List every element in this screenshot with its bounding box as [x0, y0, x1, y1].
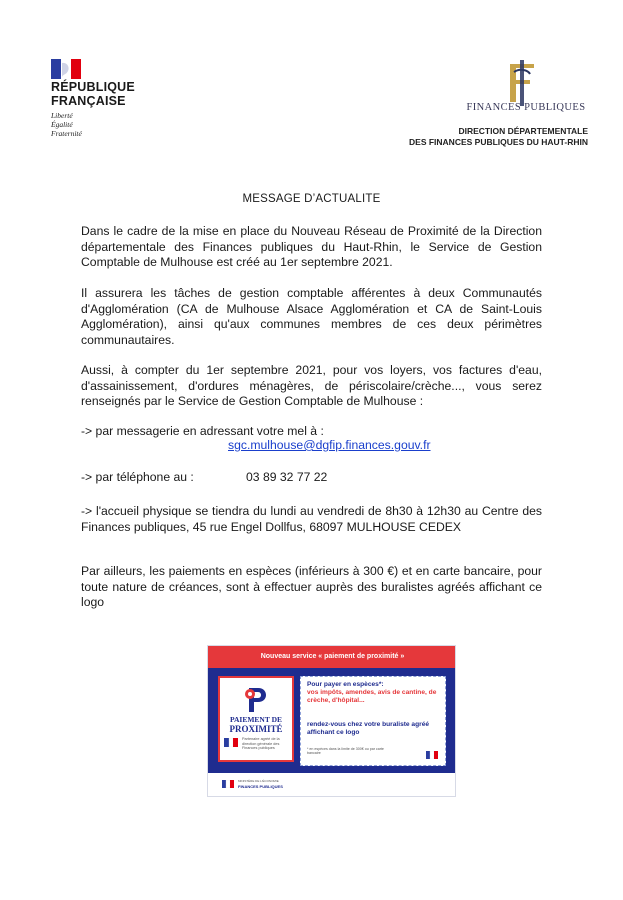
direction-line1: DIRECTION DÉPARTEMENTALE — [458, 126, 588, 136]
marianne-small-icon — [426, 751, 438, 759]
direction-line2: DES FINANCES PUBLIQUES DU HAUT-RHIN — [409, 137, 588, 147]
phone-intro: -> par téléphone au : — [81, 470, 194, 484]
paiement-proximite-poster — [207, 645, 456, 797]
pp-title-line2: PROXIMITÉ — [229, 723, 283, 734]
finances-publiques-name: FINANCES PUBLIQUES — [466, 102, 586, 113]
phone-number: 03 89 32 77 22 — [246, 470, 328, 484]
marianne-mini-icon — [224, 738, 238, 747]
bubble-cta: rendez-vous chez votre buraliste agréé affichant ce logo — [307, 721, 430, 736]
republique-francaise-name — [51, 80, 135, 108]
paragraph-paiements: Par ailleurs, les paiements en espèces (inférieurs à 300 €) et en carte bancaire, pour toute nature de créances, sont à effectuer auprès des buralistes agréés affichant ce logo — [81, 564, 542, 609]
footer-brand-name: FINANCES PUBLIQUES — [238, 784, 283, 789]
marianne-flag-icon — [51, 59, 81, 79]
footer-small: MINISTÈRE DE L'ÉCONOMIE — [238, 779, 279, 783]
republique-motto — [51, 111, 82, 138]
finances-publiques-logo-icon — [500, 58, 544, 108]
motto-liberte: Liberté — [51, 111, 73, 120]
paragraph-accueil: -> l'accueil physique se tiendra du lundi au vendredi de 8h30 à 12h30 au Centre des Finances publiques, 45 rue Engel Dollfus, 68097 MULHOUSE CEDEX — [81, 504, 542, 534]
email-intro: -> par messagerie en adressant votre mel à : — [81, 424, 324, 438]
bubble-title: Pour payer en espèces*: — [307, 681, 384, 688]
paragraph-intro: Dans le cadre de la mise en place du Nouveau Réseau de Proximité de la Direction départementale des Finances publiques du Haut-Rhin, le Service de Gestion Comptable de Mulhouse est créé au 1er septembre 2021. — [81, 224, 542, 269]
motto-egalite: Égalité — [51, 120, 73, 129]
footer-brand — [238, 779, 283, 789]
bubble-items: vos impôts, amendes, avis de cantine, de crèche, d'hôpital... — [307, 689, 437, 704]
poster-banner: Nouveau service « paiement de proximité » — [208, 646, 456, 668]
partner-text: Partenaire agréé de la direction générale des Finances publiques — [242, 737, 280, 751]
direction-departementale — [409, 126, 588, 148]
pp-title-line1: PAIEMENT DE — [229, 715, 283, 724]
motto-fraternite: Fraternité — [51, 129, 82, 138]
paiement-proximite-logo — [218, 676, 294, 762]
bubble-note: * en espèces dans la limite de 300€ ou par carte bancaire — [307, 747, 384, 756]
footer-marianne-icon — [222, 780, 234, 788]
rf-name-line2: FRANÇAISE — [51, 94, 126, 108]
message-title: MESSAGE D’ACTUALITE — [242, 193, 381, 205]
rf-name-line1: RÉPUBLIQUE — [51, 80, 135, 94]
location-pin-p-icon — [244, 686, 268, 714]
email-link[interactable]: sgc.mulhouse@dgfip.finances.gouv.fr — [228, 438, 431, 452]
paragraph-agglomerations: Il assurera les tâches de gestion comptable afférentes à deux Communautés d'Agglomération (CA de Mulhouse Alsace Agglomération et CA de Saint-Louis Agglomération), ainsi qu'aux communes membres de ces deux périmètres communautaires. — [81, 286, 542, 347]
payment-info-bubble — [300, 676, 446, 766]
pp-title — [220, 716, 292, 733]
paragraph-services: Aussi, à compter du 1er septembre 2021, pour vos loyers, vos factures d'eau, d'assainissement, d'ordures ménagères, de périscolaire/crèche..., vous serez renseignés par le Service de Gestion Comptable de Mulhouse : — [81, 363, 542, 408]
